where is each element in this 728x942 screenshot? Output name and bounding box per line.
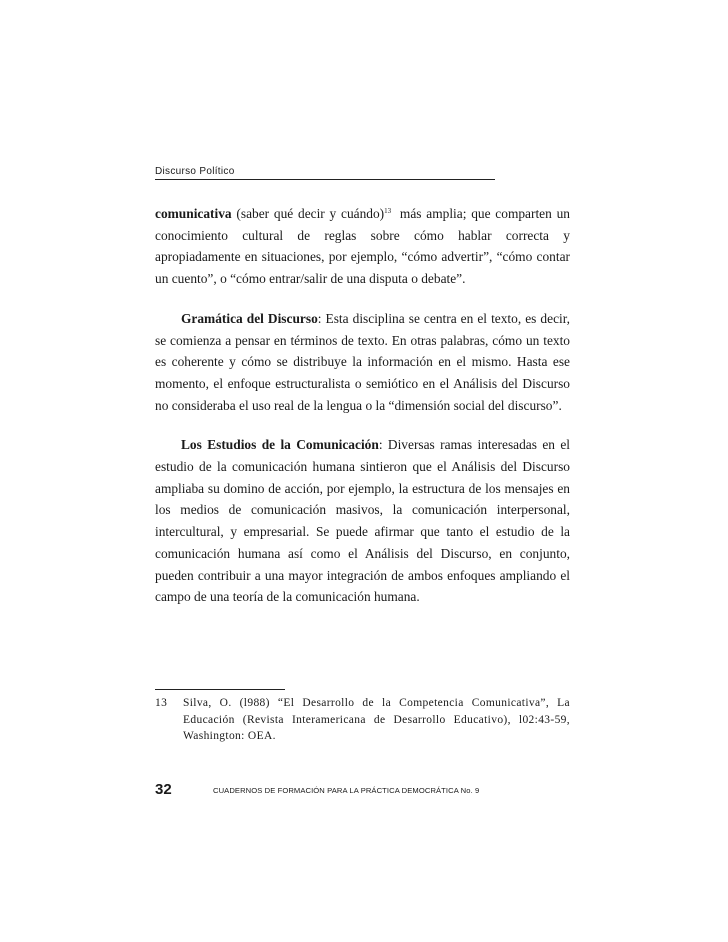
term-estudios-comunicacion: Los Estudios de la Comunicación xyxy=(181,437,379,453)
paragraph-text: : Diversas ramas interesadas en el estudio de la comunicación humana sintieron que el Análisis del Discurso ampliaba su domino de acción, por ejemplo, la estructura de los mensajes en los medios de comunicación masivos, la comunicación interpersonal, intercultural, y empresarial. Se puede afirmar que tanto el estudio de la comunicación humana así como el Análisis del Discurso, en conjunto, pueden contribuir a una mayor integración de ambos enfoques ampliando el campo de una teoría de la comunicación humana. xyxy=(155,437,570,605)
body-text xyxy=(155,203,570,608)
footer-publication-title: CUADERNOS DE FORMACIÓN PARA LA PRÁCTICA DEMOCRÁTICA No. 9 xyxy=(213,786,480,795)
footnote-separator xyxy=(155,689,285,690)
footnote-text: Silva, O. (l988) “El Desarrollo de la Competencia Comunicativa”, La Educación (Revista Interamericana de Desarrollo Educativo), l02:43-59, Washington: OEA. xyxy=(183,697,570,742)
paragraph-text: (saber qué decir y cuándo) xyxy=(231,206,385,221)
paragraph-text: : Esta disciplina se centra en el texto, es decir, se comienza a pensar en términos de texto. En otras palabras, cómo un texto es coherente y cómo se distribuye la información en el mismo. Hasta ese momento, el enfoque estructuralista o semiótico en el Análisis del Discurso no consideraba el uso real de la lengua o la “dimensión social del discurso”. xyxy=(155,310,570,413)
term-gramatica-del-discurso: Gramática del Discurso xyxy=(181,310,318,326)
footnote-number: 13 xyxy=(155,697,168,709)
running-header: Discurso Político xyxy=(155,166,495,180)
footnote xyxy=(155,695,570,745)
term-comunicativa: comunicativa xyxy=(155,206,232,221)
page-number: 32 xyxy=(155,781,172,798)
paragraph-estudios-comunicacion xyxy=(155,434,570,608)
footnote-reference[interactable]: 13 xyxy=(384,207,392,215)
paragraph-gramatica xyxy=(155,308,570,417)
paragraph-comunicativa xyxy=(155,203,570,290)
paragraph-text-rest: más amplia; que comparten un conocimiento cultural de reglas sobre cómo hablar correcta y apropiadamente en situaciones, por ejemplo, “cómo advertir”, “cómo contar un cuento”, o “cómo entrar/salir de una disputa o debate”. xyxy=(155,206,570,287)
